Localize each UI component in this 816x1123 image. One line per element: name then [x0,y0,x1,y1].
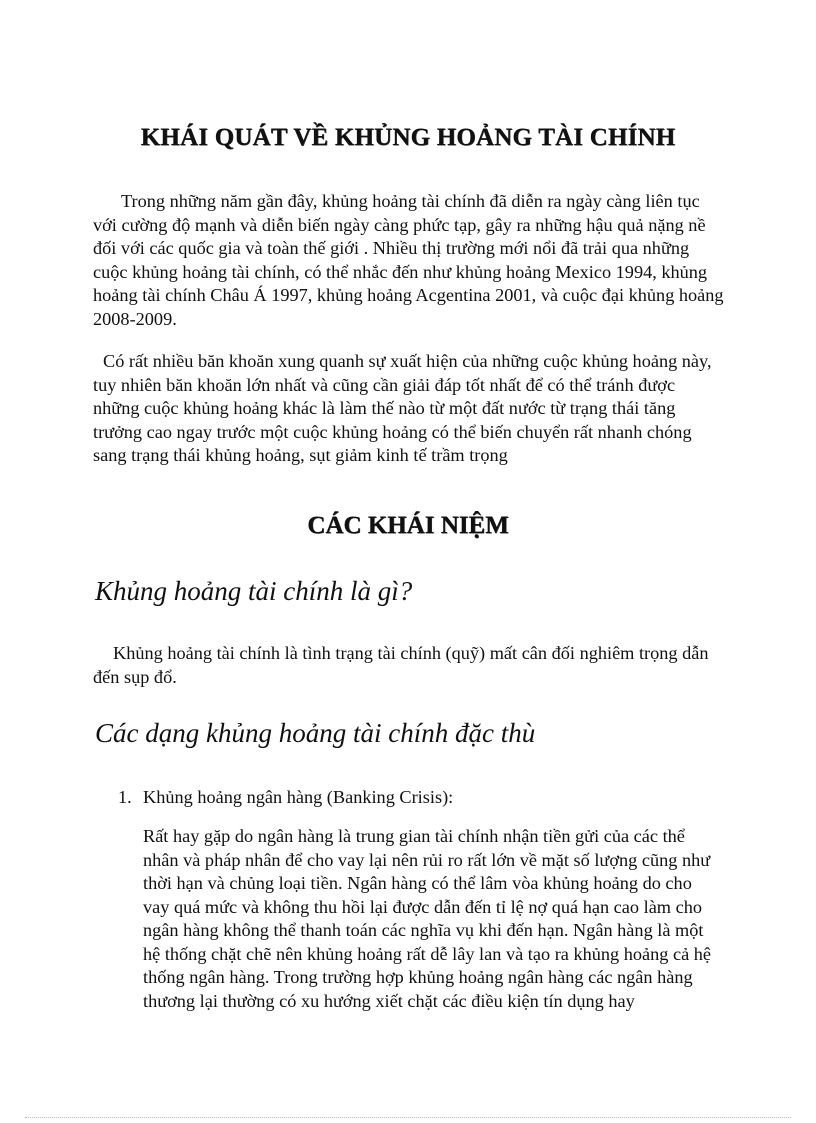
subheading-what-is-financial-crisis: Khủng hoảng tài chính là gì? [95,576,413,606]
subheading-crisis-types: Các dạng khủng hoảng tài chính đặc thù [95,718,536,748]
definition-paragraph: Khủng hoảng tài chính là tình trạng tài chính (quỹ) mất cân đối nghiêm trọng dẫn đến sụp đổ. [93,643,709,687]
intro-paragraph-1: Trong những năm gần đây, khủng hoảng tài chính đã diễn ra ngày càng liên tục với cường độ mạnh và diễn biến ngày càng phức tạp, gây ra những hậu quả nặng nề đối với các quốc gia và toàn thế giới . Nhiều thị trường mới nổi đã trải qua những cuộc khủng hoảng tài chính, có thể nhắc đến như khủng hoảng Mexico 1994, khủng hoảng tài chính Châu Á 1997, khủng hoảng Acgentina 2001, và cuộc đại khủng hoảng 2008-2009. [93,191,724,329]
list-item [118,786,453,810]
section-title: CÁC KHÁI NIỆM [307,512,509,539]
list-item-number: 1. [118,787,132,807]
intro-paragraph-2: Có rất nhiều băn khoăn xung quanh sự xuất hiện của những cuộc khủng hoảng này, tuy nhiên băn khoăn lớn nhất và cũng cần giải đáp tốt nhất để có thể tránh được những cuộc khủng hoảng khác là làm thế nào từ một đất nước từ trạng thái tăng trưởng cao ngay trước một cuộc khủng hoảng có thể biến chuyển rất nhanh chóng sang trạng thái khủng hoảng, sụt giảm kinh tế trầm trọng [93,351,712,465]
document-title: KHÁI QUÁT VỀ KHỦNG HOẢNG TÀI CHÍNH [140,124,676,151]
page-bottom-divider [25,1117,791,1118]
list-item-label: Khủng hoảng ngân hàng (Banking Crisis): [143,787,454,807]
banking-crisis-paragraph: Rất hay gặp do ngân hàng là trung gian tài chính nhận tiền gửi của các thể nhân và pháp nhân để cho vay lại nên rủi ro rất lớn về mặt số lượng cũng như thời hạn và chủng loại tiền. Ngân hàng có thể lâm vòa khủng hoảng do cho vay quá mức và không thu hồi lại được dẫn đến tỉ lệ nợ quá hạn cao làm cho ngân hàng không thể thanh toán các nghĩa vụ khi đến hạn. Ngân hàng là một hệ thống chặt chẽ nên khủng hoảng rất dễ lây lan và tạo ra khủng hoảng cả hệ thống ngân hàng. Trong trường hợp khủng hoảng ngân hàng các ngân hàng thương lại thường có xu hướng xiết chặt các điều kiện tín dụng hay [143,826,712,1011]
